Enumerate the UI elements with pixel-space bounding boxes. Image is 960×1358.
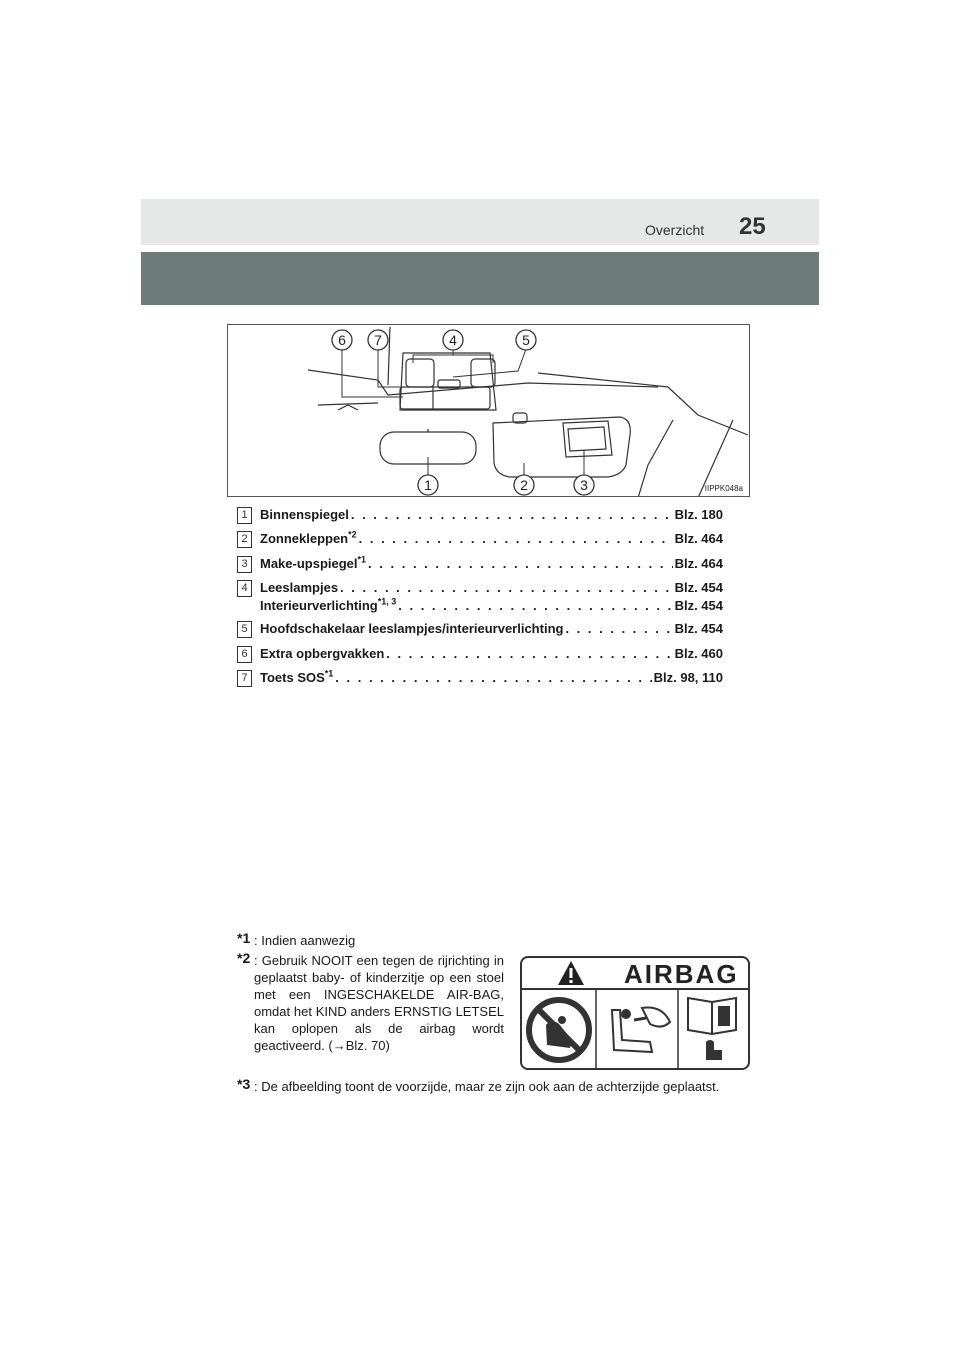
item-label: Leeslampjes bbox=[260, 580, 339, 595]
callout-2: 2 bbox=[520, 477, 528, 493]
item-label: Binnenspiegel bbox=[260, 507, 349, 522]
page-ref: Blz. 454 bbox=[674, 580, 723, 595]
warning-triangle-icon bbox=[556, 959, 586, 987]
manual-icon bbox=[688, 998, 736, 1060]
page-ref: Blz. 454 bbox=[674, 621, 723, 636]
page-ref: Blz. 454 bbox=[674, 598, 723, 613]
callout-3: 3 bbox=[580, 477, 588, 493]
callout-4: 4 bbox=[449, 332, 457, 348]
footnote-ref: *1 bbox=[324, 668, 334, 679]
overhead-console-illustration bbox=[228, 325, 750, 497]
item-label: Toets SOS bbox=[260, 670, 325, 685]
item-number: 4 bbox=[237, 580, 252, 597]
item-label: Hoofdschakelaar leeslampjes/interieurverlichting bbox=[260, 621, 564, 636]
airbag-title: AIRBAG bbox=[624, 959, 739, 989]
item-label: Interieurverlichting bbox=[260, 598, 378, 613]
footnote-text: : Gebruik NOOIT een tegen de rijrichting in geplaatst baby- of kinderzitje op een stoel met een INGESCHAKELDE AIR-BAG, omdat het KIND anders ERNSTIG LETSEL kan oplopen als de airbag wordt geactiveerd. (→Blz. 70) bbox=[254, 953, 504, 1053]
item-label: Extra opbergvakken bbox=[260, 646, 385, 661]
section-name: Overzicht bbox=[645, 222, 705, 238]
airbag-warning-label bbox=[520, 956, 750, 1070]
footnote-text: : Indien aanwezig bbox=[254, 933, 356, 948]
item-label: Zonnekleppen bbox=[260, 531, 349, 546]
footnote-text: : De afbeelding toont de voorzijde, maar ze zijn ook aan de achterzijde geplaatst. bbox=[254, 1079, 720, 1094]
header-bar bbox=[141, 199, 819, 245]
airbag-label-header bbox=[522, 958, 748, 990]
no-child-seat-icon bbox=[529, 1000, 589, 1060]
page-ref: Blz. 464 bbox=[674, 556, 723, 571]
footnote-ref: *1 bbox=[357, 554, 367, 565]
figure-code: IIPPK048a bbox=[704, 484, 743, 493]
page-ref: Blz. 180 bbox=[674, 507, 723, 522]
item-number: 7 bbox=[237, 670, 252, 687]
item-number: 5 bbox=[237, 621, 252, 638]
footnote-mark: *3 bbox=[237, 1076, 251, 1092]
title-bar bbox=[141, 252, 819, 305]
item-number: 2 bbox=[237, 531, 252, 548]
callout-7: 7 bbox=[374, 332, 382, 348]
item-label: Make-upspiegel bbox=[260, 556, 358, 571]
footnote-ref: *1, 3 bbox=[377, 596, 397, 607]
page-ref: Blz. 460 bbox=[674, 646, 723, 661]
item-number: 6 bbox=[237, 646, 252, 663]
page-ref: Blz. 464 bbox=[674, 531, 723, 546]
callout-6: 6 bbox=[338, 332, 346, 348]
page-ref: Blz. 98, 110 bbox=[653, 670, 723, 685]
airbag-pictograms bbox=[522, 990, 748, 1070]
page-number: 25 bbox=[739, 213, 766, 240]
footnote-ref: *2 bbox=[348, 529, 357, 540]
seat-airbag-icon bbox=[612, 1008, 670, 1052]
interior-figure bbox=[227, 324, 750, 497]
footnote-mark: *2 bbox=[237, 950, 251, 966]
callout-1: 1 bbox=[424, 477, 432, 493]
callout-5: 5 bbox=[522, 332, 530, 348]
item-number: 1 bbox=[237, 507, 252, 524]
item-number: 3 bbox=[237, 556, 252, 573]
footnote-mark: *1 bbox=[237, 930, 251, 946]
